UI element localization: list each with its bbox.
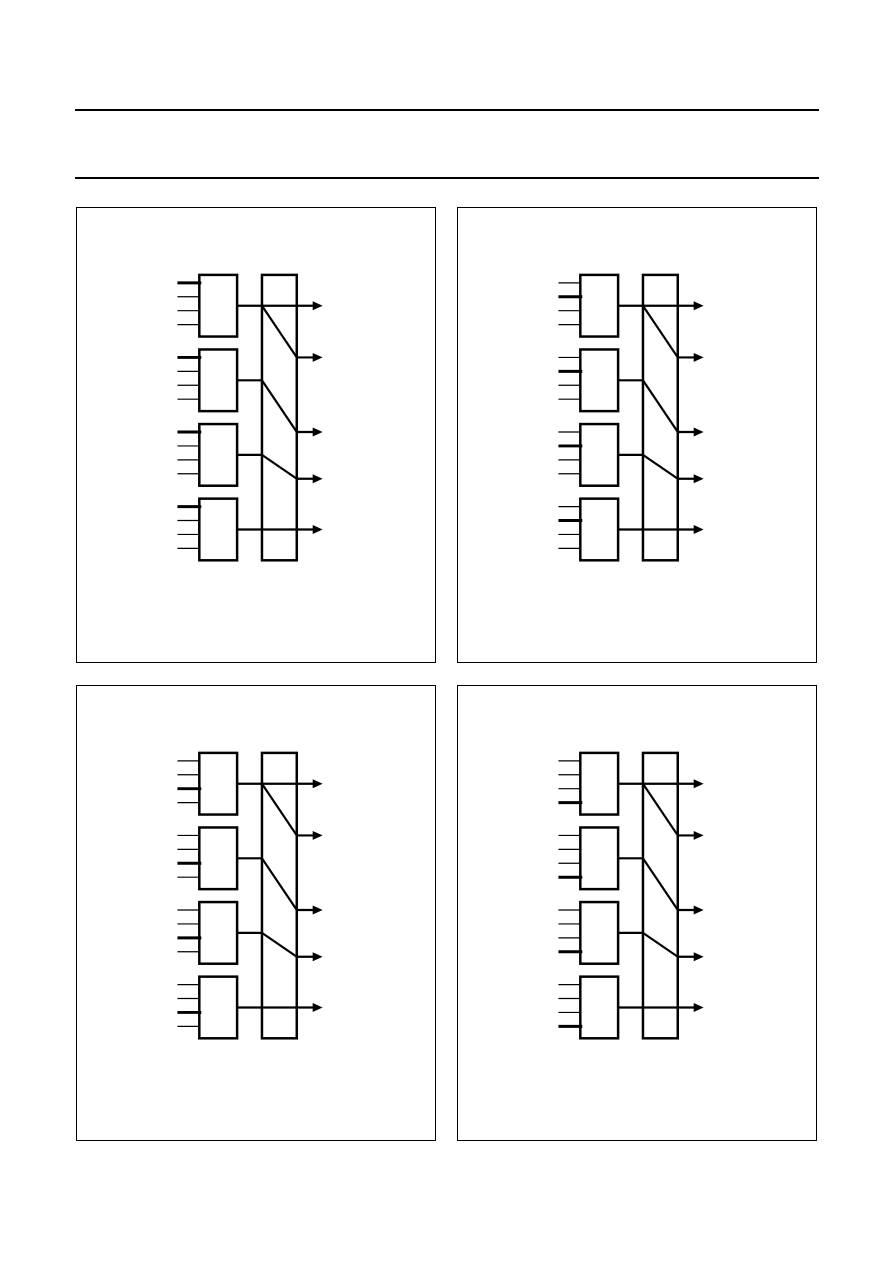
crossover-line — [643, 380, 678, 432]
logic-block — [199, 424, 237, 486]
output-arrowhead — [313, 474, 323, 483]
output-arrowhead — [313, 952, 323, 961]
logic-block — [199, 349, 237, 411]
crossover-line — [643, 784, 678, 836]
logic-block — [580, 827, 618, 889]
crossover-line — [643, 306, 678, 358]
crossover-line — [643, 455, 678, 479]
logic-block — [199, 977, 237, 1039]
output-arrowhead — [694, 353, 704, 362]
logic-block — [199, 902, 237, 964]
block-diagram-svg — [458, 686, 816, 1140]
figure-frame-bottom-left — [76, 685, 436, 1141]
block-diagram-svg — [77, 686, 435, 1140]
crossover-line — [262, 306, 297, 358]
output-arrowhead — [313, 906, 323, 915]
output-arrowhead — [313, 353, 323, 362]
figure-frame-top-left — [76, 207, 436, 663]
output-arrowhead — [313, 1003, 323, 1012]
output-arrowhead — [694, 428, 704, 437]
logic-block — [580, 753, 618, 815]
output-arrowhead — [694, 831, 704, 840]
header-rule-top — [75, 109, 819, 111]
output-arrowhead — [694, 952, 704, 961]
output-arrowhead — [694, 474, 704, 483]
mux-column — [643, 275, 678, 560]
logic-block — [580, 499, 618, 561]
logic-block — [580, 902, 618, 964]
logic-block — [580, 424, 618, 486]
crossover-line — [643, 858, 678, 910]
mux-column — [643, 753, 678, 1038]
figure-frame-bottom-right — [457, 685, 817, 1141]
mux-column — [262, 275, 297, 560]
crossover-line — [262, 858, 297, 910]
output-arrowhead — [694, 525, 704, 534]
output-arrowhead — [313, 831, 323, 840]
output-arrowhead — [694, 779, 704, 788]
logic-block — [580, 977, 618, 1039]
logic-block — [199, 753, 237, 815]
logic-block — [199, 499, 237, 561]
block-diagram-svg — [77, 208, 435, 662]
block-diagram-svg — [458, 208, 816, 662]
output-arrowhead — [313, 525, 323, 534]
output-arrowhead — [313, 428, 323, 437]
header-rule-bottom — [75, 177, 819, 179]
output-arrowhead — [313, 779, 323, 788]
logic-block — [580, 349, 618, 411]
logic-block — [199, 275, 237, 337]
crossover-line — [643, 933, 678, 957]
logic-block — [580, 275, 618, 337]
crossover-line — [262, 933, 297, 957]
crossover-line — [262, 784, 297, 836]
output-arrowhead — [694, 906, 704, 915]
crossover-line — [262, 455, 297, 479]
mux-column — [262, 753, 297, 1038]
output-arrowhead — [694, 1003, 704, 1012]
output-arrowhead — [313, 301, 323, 310]
figure-frame-top-right — [457, 207, 817, 663]
crossover-line — [262, 380, 297, 432]
output-arrowhead — [694, 301, 704, 310]
logic-block — [199, 827, 237, 889]
